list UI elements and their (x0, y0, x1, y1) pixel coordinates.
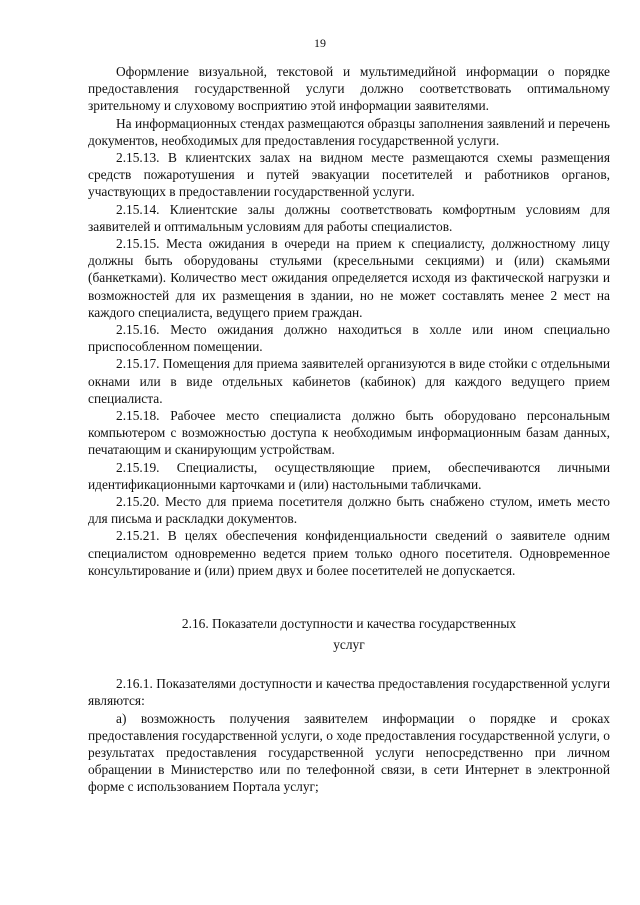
paragraph-2-15-16: 2.15.16. Место ожидания должно находиться в холле или ином специально приспособленном помещении. (88, 322, 610, 355)
paragraph-2-15-17: 2.15.17. Помещения для приема заявителей организуются в виде стойки с отдельными окнами или в виде отдельных кабинетов (кабинок) для каждого ведущего прием специалиста. (88, 356, 610, 406)
paragraph-2-15-18: 2.15.18. Рабочее место специалиста должно быть оборудовано персональным компьютером с возможностью доступа к необходимым информационным базам данных, печатающим и сканирующим устройствам. (88, 408, 610, 458)
paragraph-2-15-20: 2.15.20. Место для приема посетителя должно быть снабжено стулом, иметь место для письма и раскладки документов. (88, 494, 610, 527)
paragraph-2-16-1: 2.16.1. Показателями доступности и качества предоставления государственной услуги являются: (88, 676, 610, 709)
section-heading: 2.16. Показатели доступности и качества государственных услуг (181, 616, 517, 653)
paragraph-2-15-15: 2.15.15. Места ожидания в очереди на прием к специалисту, должностному лицу должны быть оборудованы стульями (кресельными секциями) и (или) скамьями (банкетками). Количество мест ожидания определяется исходя из фактической нагрузки и возможностей для их размещения в здании, но не может составлять менее 2 мест на каждого специалиста, ведущего прием граждан. (88, 236, 610, 320)
paragraph-2-15-14: 2.15.14. Клиентские залы должны соответствовать комфортным условиям для заявителей и оптимальным условиям для работы специалистов. (88, 201, 610, 234)
paragraph-2-15-13: 2.15.13. В клиентских залах на видном месте размещаются схемы размещения средств пожаротушения и путей эвакуации посетителей и работников органов, участвующих в предоставлении государственной услуги. (88, 150, 610, 200)
paragraph-info-stands: На информационных стендах размещаются образцы заполнения заявлений и перечень документов, необходимых для предоставления государственной услуги. (88, 115, 610, 148)
paragraph-2-15-21: 2.15.21. В целях обеспечения конфиденциальности сведений о заявителе одним специалистом одновременно ведется прием только одного посетителя. Одновременное консультирование и (или) прием двух и более посетителей не допускается. (88, 528, 610, 578)
paragraph-visual-info: Оформление визуальной, текстовой и мультимедийной информации о порядке предоставления государственной услуги должно соответствовать оптимальному зрительному и слуховому восприятию этой информации заявителями. (88, 64, 610, 114)
document-body (88, 63, 610, 796)
paragraph-2-15-19: 2.15.19. Специалисты, осуществляющие прием, обеспечиваются личными идентификационными карточками и (или) настольными табличками. (88, 459, 610, 492)
paragraph-2-16-1-a: а) возможность получения заявителем информации о порядке и сроках предоставления государственной услуги, о ходе предоставления государственной услуги, о результатах предоставления государственной услуги непосредственно при личном обращении в Министерство или по телефонной связи, в сети Интернет в электронной форме с использованием Портала услуг; (88, 710, 610, 795)
page-number: 19 (314, 36, 326, 50)
